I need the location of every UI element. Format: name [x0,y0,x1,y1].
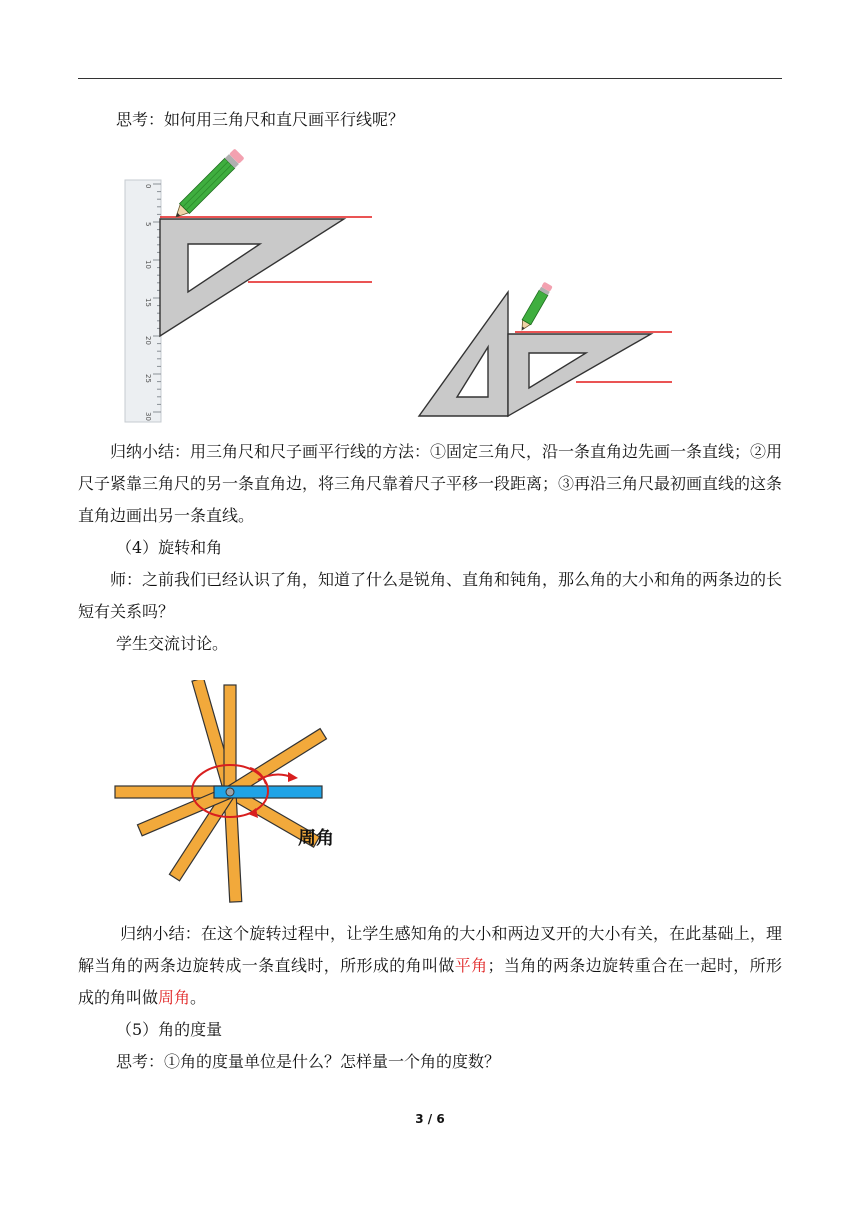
ruler-tick-label: 25 [144,374,152,383]
summary-paragraph-2: 归纳小结：在这个旋转过程中，让学生感知角的大小和两边叉开的大小有关，在此基础上，理解当角的两条边旋转成一条直线时，所形成的角叫做平角；当角的两条边旋转重合在一起时，所形成的角叫做周角。 [78,924,782,1007]
pencil-icon [518,282,553,333]
think-question-2: 思考：①角的度量单位是什么？怎样量一个角的度数？ [116,1052,501,1071]
rotation-angle-figure [110,680,360,905]
ruler-tick-label: 20 [144,336,152,345]
section-heading-4: （4）旋转和角 [116,538,223,557]
parallel-lines-figure [110,140,680,425]
ruler [125,180,161,422]
teacher-paragraph: 师：之前我们已经认识了角，知道了什么是锐角、直角和钝角，那么角的大小和角的两条边的长短有关系吗？ [78,570,783,621]
ruler-tick-label: 15 [144,298,152,307]
discussion-line: 学生交流讨论。 [116,634,229,653]
section-heading-5: （5）角的度量 [116,1020,223,1039]
term-full-angle: 周角 [158,988,191,1007]
summary-paragraph-1: 归纳小结：用三角尺和尺子画平行线的方法：①固定三角尺，沿一条直角边先画一条直线；②用尺子紧靠三角尺的另一条直角边，将三角尺靠着尺子平移一段距离；③再沿三角尺最初画直线的这条直角边画出另一条直线。 [78,442,783,525]
full-angle-label: 周角 [298,828,334,849]
ruler-tick-label: 5 [144,222,152,227]
ruler-tick-label: 0 [144,184,152,189]
page-number: 3 / 6 [415,1112,445,1126]
think-question-1: 思考：如何用三角尺和直尺画平行线呢？ [116,110,405,129]
ruler-tick-label: 30 [144,412,152,421]
pencil-icon [171,148,245,222]
term-straight-angle: 平角 [454,956,488,975]
ruler-tick-label: 10 [144,260,152,269]
header-rule [78,78,782,79]
